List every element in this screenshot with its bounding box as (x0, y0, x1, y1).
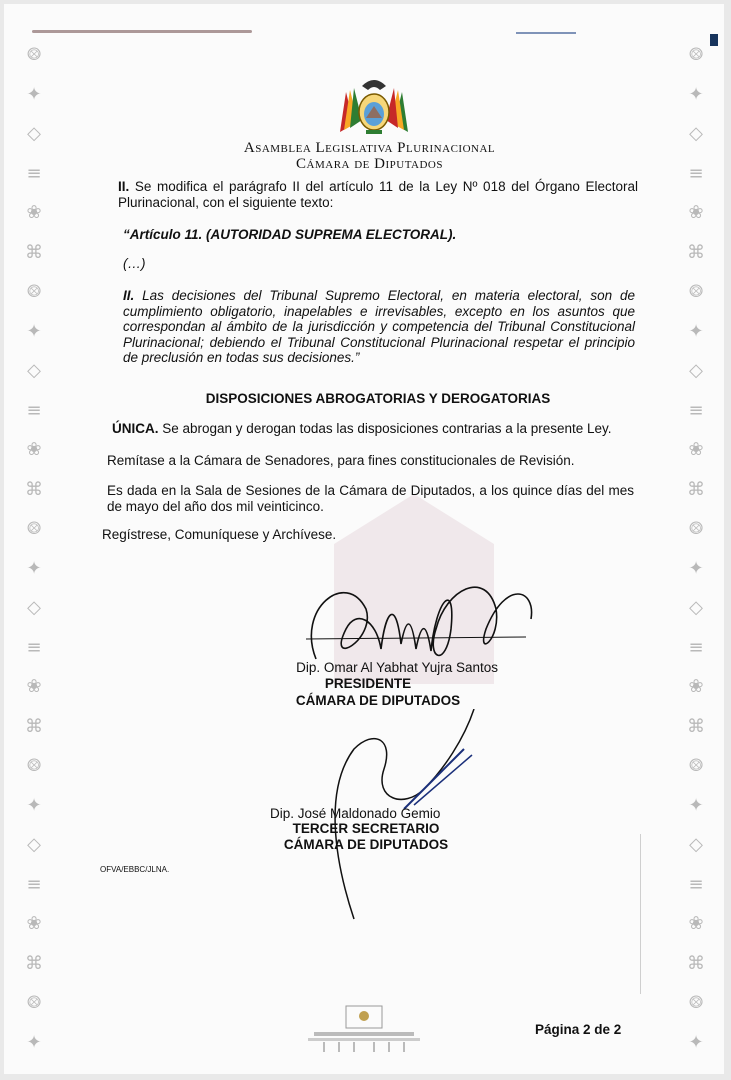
border-motif-icon: ⨷ (26, 281, 42, 303)
border-motif-icon: ≡ (688, 162, 704, 184)
section-heading: DISPOSICIONES ABROGATORIAS Y DEROGATORIAS (205, 391, 551, 406)
scan-mark (32, 30, 252, 33)
border-motif-icon: ❀ (688, 202, 704, 224)
header-assembly: Asamblea Legislativa Plurinacional (243, 140, 496, 156)
border-motif-icon: ⨷ (26, 44, 42, 65)
building-logo-icon (304, 1004, 424, 1054)
header-chamber: Cámara de Diputados (296, 156, 443, 172)
signatory-1-role: PRESIDENTE (324, 676, 412, 691)
unica-text: Se abrogan y derogan todas las disposiciones contrarias a la presente Ley. (158, 421, 612, 436)
border-motif-icon: ❀ (26, 676, 42, 698)
border-motif-icon: ≡ (688, 636, 704, 658)
signatory-1-name: Dip. Omar Al Yabhat Yujra Santos (296, 660, 498, 675)
page-total: 2 (613, 1022, 622, 1037)
border-motif-icon: ◇ (689, 597, 703, 619)
page-label: Página (535, 1022, 584, 1037)
border-motif-icon: ◇ (27, 597, 41, 619)
border-right (680, 44, 712, 1054)
page-of: de (590, 1022, 614, 1037)
border-motif-icon: ≡ (26, 399, 42, 421)
document-header (4, 140, 724, 172)
ellipsis: (…) (123, 256, 146, 271)
border-motif-icon: ⌘ (25, 715, 43, 737)
border-motif-icon: ⌘ (687, 241, 705, 263)
border-motif-icon: ✦ (26, 794, 42, 816)
signatory-2-chamber: CÁMARA DE DIPUTADOS (283, 837, 449, 852)
border-motif-icon: ⨷ (688, 755, 704, 777)
registrese-line: Regístrese, Comuníquese y Archívese. (102, 527, 337, 542)
border-motif-icon: ⨷ (26, 755, 42, 777)
unica-paragraph (112, 421, 642, 437)
border-motif-icon: ◇ (27, 123, 41, 145)
border-motif-icon: ⨷ (688, 518, 704, 540)
border-motif-icon: ≡ (26, 162, 42, 184)
border-motif-icon: ≡ (26, 873, 42, 895)
border-motif-icon: ❀ (688, 913, 704, 935)
border-motif-icon: ⌘ (687, 715, 705, 737)
unica-label: ÚNICA. (112, 421, 159, 436)
initials: OFVA/EBBC/JLNA. (100, 865, 170, 874)
border-motif-icon: ✦ (26, 1031, 42, 1053)
para-text: Se modifica el parágrafo II del artículo 11 de la Ley Nº 018 del Órgano Electoral Plurinacional, con el siguiente texto: (118, 179, 638, 210)
border-motif-icon: ⌘ (687, 952, 705, 974)
border-motif-icon: ✦ (688, 794, 704, 816)
border-motif-icon: ◇ (689, 123, 703, 145)
border-motif-icon: ❀ (26, 913, 42, 935)
border-motif-icon: ⌘ (25, 241, 43, 263)
border-motif-icon: ✦ (688, 1031, 704, 1053)
border-motif-icon: ◇ (27, 834, 41, 856)
border-motif-icon: ✦ (688, 557, 704, 579)
border-motif-icon: ⨷ (26, 518, 42, 540)
border-motif-icon: ⌘ (25, 478, 43, 500)
signatory-1-chamber: CÁMARA DE DIPUTADOS (295, 693, 461, 708)
border-motif-icon: ✦ (688, 83, 704, 105)
border-motif-icon: ✦ (26, 320, 42, 342)
border-motif-icon: ⨷ (688, 44, 704, 65)
border-motif-icon: ◇ (689, 360, 703, 382)
quote-label: II. (123, 288, 135, 303)
border-motif-icon: ≡ (688, 399, 704, 421)
border-motif-icon: ◇ (689, 834, 703, 856)
border-motif-icon: ❀ (26, 439, 42, 461)
article-title: “Artículo 11. (AUTORIDAD SUPREMA ELECTORAL). (123, 227, 457, 242)
border-motif-icon: ✦ (26, 557, 42, 579)
document-page (4, 4, 724, 1074)
border-motif-icon: ⨷ (688, 281, 704, 303)
border-motif-icon: ≡ (688, 873, 704, 895)
para-label: II. (118, 179, 130, 194)
paragraph-modification (118, 179, 638, 211)
remitase-paragraph: Remítase a la Cámara de Senadores, para fines constitucionales de Revisión. (107, 453, 575, 468)
scan-mark (516, 32, 576, 34)
border-motif-icon: ≡ (26, 636, 42, 658)
border-motif-icon: ✦ (688, 320, 704, 342)
border-motif-icon: ⨷ (688, 992, 704, 1014)
border-motif-icon: ❀ (26, 202, 42, 224)
quoted-paragraph (123, 288, 635, 366)
border-motif-icon: ❀ (688, 439, 704, 461)
scan-line (640, 834, 641, 994)
page-number (535, 1022, 621, 1038)
border-motif-icon: ✦ (26, 83, 42, 105)
border-left (18, 44, 50, 1054)
border-motif-icon: ❀ (688, 676, 704, 698)
border-motif-icon: ⨷ (26, 992, 42, 1014)
signatory-2-name: Dip. José Maldonado Gemio (270, 806, 441, 821)
border-motif-icon: ⌘ (687, 478, 705, 500)
border-motif-icon: ◇ (27, 360, 41, 382)
crest-icon (336, 72, 412, 144)
signatory-2-role: TERCER SECRETARIO (292, 821, 440, 836)
border-motif-icon: ⌘ (25, 952, 43, 974)
quote-text: Las decisiones del Tribunal Supremo Electoral, en materia electoral, son de cumplimiento obligatorio, inapelables e irrevisables, excepto en los asuntos que correspondan al ámbito de la jurisdicción y competencia del Tribunal Constitucional Plurinacional; debiendo el Tribunal Constitucional Plurinacional respetar el principio de preclusión en todas sus decisiones.” (123, 288, 635, 366)
dada-paragraph: Es dada en la Sala de Sesiones de la Cámara de Diputados, a los quince días del mes de mayo del año dos mil veinticinco. (107, 483, 634, 514)
page-current: 2 (583, 1022, 591, 1037)
